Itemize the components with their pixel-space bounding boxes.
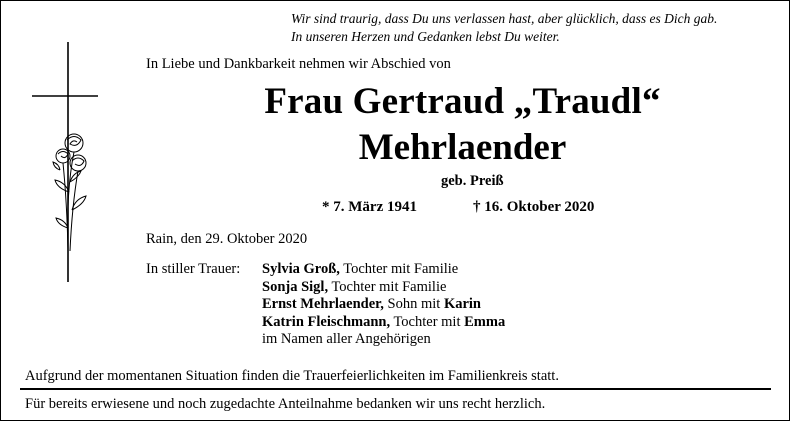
- mourner-name: Sonja Sigl,: [262, 278, 329, 295]
- birth-name: geb. Preiß: [441, 173, 504, 189]
- mourners-closing: im Namen aller Angehörigen: [262, 331, 431, 348]
- mourning-label: In stiller Trauer:: [146, 261, 241, 277]
- mourner-partner: Karin: [443, 296, 481, 313]
- mourner-entry: [262, 296, 505, 314]
- mourner-relation: Tochter mit Familie: [339, 261, 459, 277]
- divider: [20, 388, 771, 390]
- mourners-list: [262, 261, 505, 349]
- mourner-name: Katrin Fleischmann,: [262, 313, 391, 330]
- mourner-relation: Tochter mit: [390, 313, 465, 330]
- mourner-partner: Emma: [464, 313, 506, 330]
- mourner-relation: Sohn mit: [383, 296, 444, 313]
- birth-date: * 7. März 1941: [322, 199, 417, 215]
- mourner-name: Ernst Mehrlaender,: [262, 296, 384, 313]
- motto-line-2: In unseren Herzen und Gedanken lebst Du weiter.: [291, 29, 560, 44]
- thanks-text: Für bereits erwiesene und noch zugedachte Anteilnahme bedanken wir uns recht herzlich.: [25, 396, 546, 412]
- mourner-relation: Tochter mit Familie: [328, 278, 447, 295]
- death-date: † 16. Oktober 2020: [473, 199, 595, 215]
- mourner-entry: [262, 261, 505, 279]
- place-date: Rain, den 29. Oktober 2020: [146, 231, 308, 247]
- mourner-entry: [262, 279, 505, 297]
- motto: [291, 10, 717, 46]
- motto-line-1: Wir sind traurig, dass Du uns verlassen hast, aber glücklich, dass es Dich gab.: [291, 11, 718, 26]
- deceased-name-line-1: Frau Gertraud „Traudl“: [264, 81, 661, 122]
- mourner-entry: [262, 314, 505, 332]
- mourner-name: Sylvia Groß,: [262, 261, 340, 277]
- deceased-name-line-2: Mehrlaender: [358, 127, 567, 168]
- ceremony-notice: Aufgrund der momentanen Situation finden die Trauerfeierlichkeiten im Familienkreis statt.: [25, 368, 559, 384]
- intro-text: In Liebe und Dankbarkeit nehmen wir Abschied von: [146, 56, 451, 72]
